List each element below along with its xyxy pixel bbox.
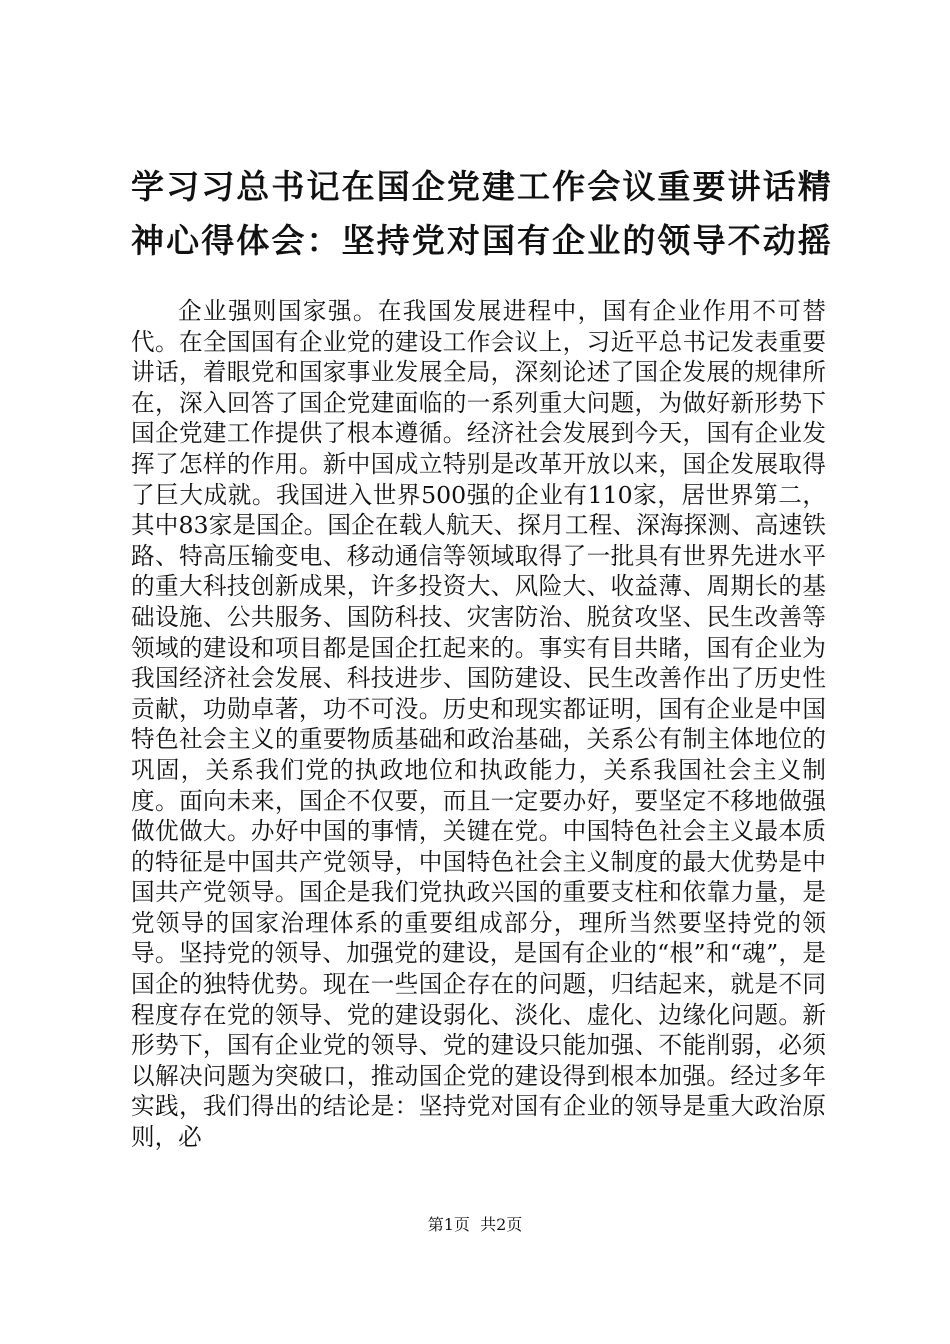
- title-line-2: 神心得体会：坚持党对国有企业的领导不动摇: [131, 221, 831, 260]
- page-number: 第1页 共2页: [427, 1215, 523, 1234]
- document-title: [131, 160, 831, 268]
- page-footer: [0, 1214, 950, 1236]
- title-line-1: 学习习总书记在国企党建工作会议重要讲话精: [131, 167, 831, 206]
- body-paragraph: 企业强则国家强。在我国发展进程中，国有企业作用不可替代。在全国国有企业党的建设工作会议上，习近平总书记发表重要讲话，着眼党和国家事业发展全局，深刻论述了国企发展的规律所在，深入回答了国企党建面临的一系列重大问题，为做好新形势下国企党建工作提供了根本遵循。经济社会发展到今天，国有企业发挥了怎样的作用。新中国成立特别是改革开放以来，国企发展取得了巨大成就。我国进入世界500强的企业有110家，居世界第二，其中83家是国企。国企在载人航天、探月工程、深海探测、高速铁路、特高压输变电、移动通信等领域取得了一批具有世界先进水平的重大科技创新成果，许多投资大、风险大、收益薄、周期长的基础设施、公共服务、国防科技、灾害防治、脱贫攻坚、民生改善等领域的建设和项目都是国企扛起来的。事实有目共睹，国有企业为我国经济社会发展、科技进步、国防建设、民生改善作出了历史性贡献，功勋卓著，功不可没。历史和现实都证明，国有企业是中国特色社会主义的重要物质基础和政治基础，关系公有制主体地位的巩固，关系我们党的执政地位和执政能力，关系我国社会主义制度。面向未来，国企不仅要，而且一定要办好，要坚定不移地做强做优做大。办好中国的事情，关键在党。中国特色社会主义最本质的特征是中国共产党领导，中国特色社会主义制度的最大优势是中国共产党领导。国企是我们党执政兴国的重要支柱和依靠力量，是党领导的国家治理体系的重要组成部分，理所当然要坚持党的领导。坚持党的领导、加强党的建设，是国有企业的“根”和“魂”，是国企的独特优势。现在一些国企存在的问题，归结起来，就是不同程度存在党的领导、党的建设弱化、淡化、虚化、边缘化问题。新形势下，国有企业党的领导、党的建设只能加强、不能削弱，必须以解决问题为突破口，推动国企党的建设得到根本加强。经过多年实践，我们得出的结论是：坚持党对国有企业的领导是重大政治原则，必: [131, 297, 826, 1152]
